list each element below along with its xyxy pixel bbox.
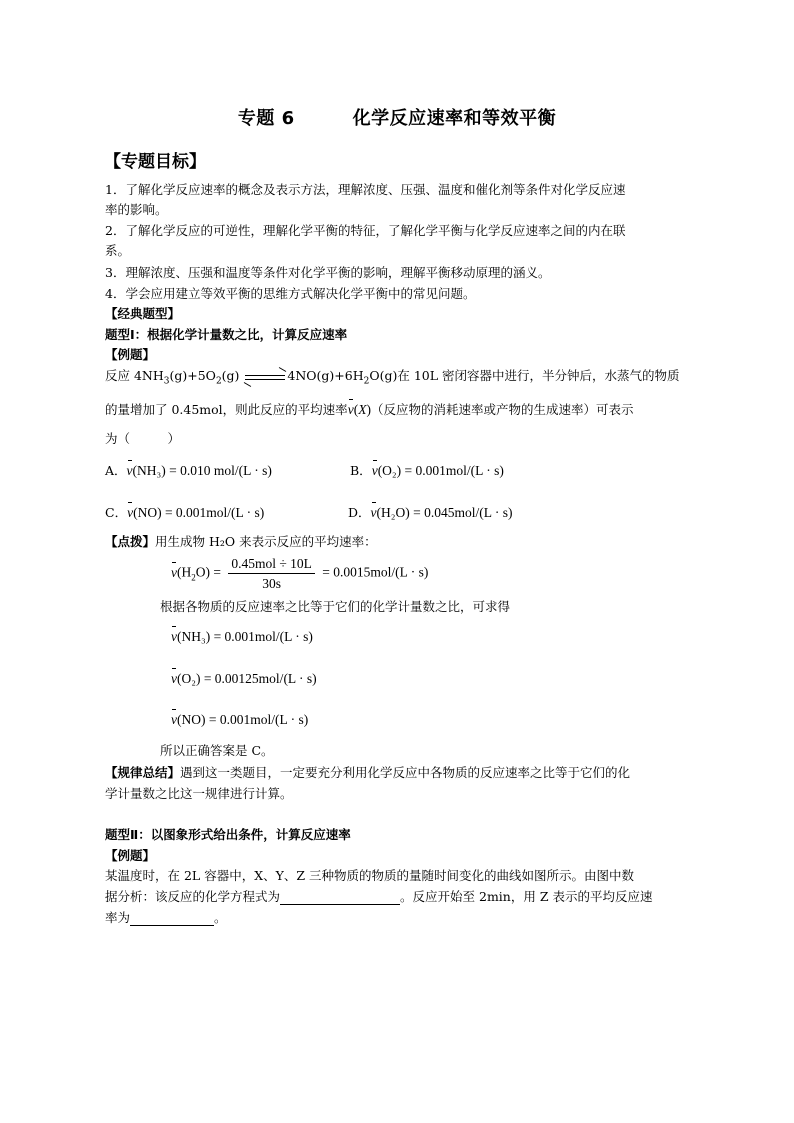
type2-example-label: 【例题】: [105, 848, 156, 863]
type2-line-3: 率为 。: [105, 910, 227, 925]
equilibrium-arrow-icon: [245, 372, 285, 382]
goal-line-3: 2．了解化学反应的可逆性，理解化学平衡的特征，了解化学平衡与化学反应速率之间的内在联: [105, 223, 626, 238]
goal-line-5: 3．理解浓度、压强和温度等条件对化学平衡的影响，理解平衡移动原理的涵义。: [105, 265, 551, 280]
result-nh3: v(NH₃) = 0.001mol/(L · s): [171, 629, 313, 644]
type1-example-label: 【例题】: [105, 347, 156, 362]
option-a[interactable]: A．v(NH₃) = 0.010 mol/(L · s): [105, 463, 272, 478]
summary-line-2: 学计量数之比这一规律进行计算。: [105, 786, 293, 801]
rate-blank[interactable]: [130, 911, 214, 926]
goal-line-1: 1．了解化学反应速率的概念及表示方法，理解浓度、压强、温度和催化剂等条件对化学反应速: [105, 182, 626, 197]
goal-line-4: 系。: [105, 243, 131, 258]
option-c[interactable]: C．v(NO) = 0.001mol/(L · s): [105, 505, 265, 520]
type1-heading: 题型Ⅰ：根据化学计量数之比，计算反应速率: [105, 327, 348, 342]
hint-calculation: $v(H_2O)$ = $\frac{\text{0.45mol ÷ 10L}}{30s}$ = 0.0015mol/(L · s): [171, 556, 429, 591]
type1-question-line-3: 为（ ）: [105, 431, 181, 446]
goal-line-2: 率的影响。: [105, 202, 168, 217]
type2-line-1: 某温度时，在 2L 容器中，X、Y、Z 三种物质的物质的量随时间变化的曲线如图所示。由图中数: [105, 868, 635, 883]
equation-blank[interactable]: [280, 890, 400, 905]
result-no: v(NO) = 0.001mol/(L · s): [171, 712, 309, 727]
type1-question-line-2: 的量增加了 0.45mol，则此反应的平均速率v(X)（反应物的消耗速率或产物的生成速率）可表示: [105, 402, 634, 417]
type2-heading: 题型Ⅱ：以图象形式给出条件，计算反应速率: [105, 827, 351, 842]
hint-line: 【点拨】用生成物 H₂O 来表示反应的平均速率：: [105, 534, 377, 549]
result-o2: v(O₂) = 0.00125mol/(L · s): [171, 671, 317, 686]
ratio-text: 根据各物质的反应速率之比等于它们的化学计量数之比，可求得: [160, 599, 511, 614]
classic-heading: 【经典题型】: [105, 306, 181, 321]
type1-question-line-1: 反应 $4NH_3(g)+5O_2(g)$ $4NO(g)+6H_2O(g)$在 10L 密闭容器中进行，半分钟后，水蒸气的物质: [105, 368, 680, 387]
summary-line-1: 【规律总结】遇到这一类题目，一定要充分利用化学反应中各物质的反应速率之比等于它们的化: [105, 765, 631, 780]
goals-heading: 【专题目标】: [104, 152, 206, 172]
option-d[interactable]: D．v(H₂O) = 0.045mol/(L · s): [348, 505, 513, 520]
answer-text: 所以正确答案是 C。: [160, 743, 274, 758]
option-b[interactable]: B．v(O₂) = 0.001mol/(L · s): [350, 463, 504, 478]
goal-line-6: 4．学会应用建立等效平衡的思维方式解决化学平衡中的常见问题。: [105, 286, 476, 301]
type2-line-2: 据分析：该反应的化学方程式为 。反应开始至 2min，用 Z 表示的平均反应速: [105, 889, 653, 904]
page-title: 专题 6 化学反应速率和等效平衡: [237, 108, 557, 129]
